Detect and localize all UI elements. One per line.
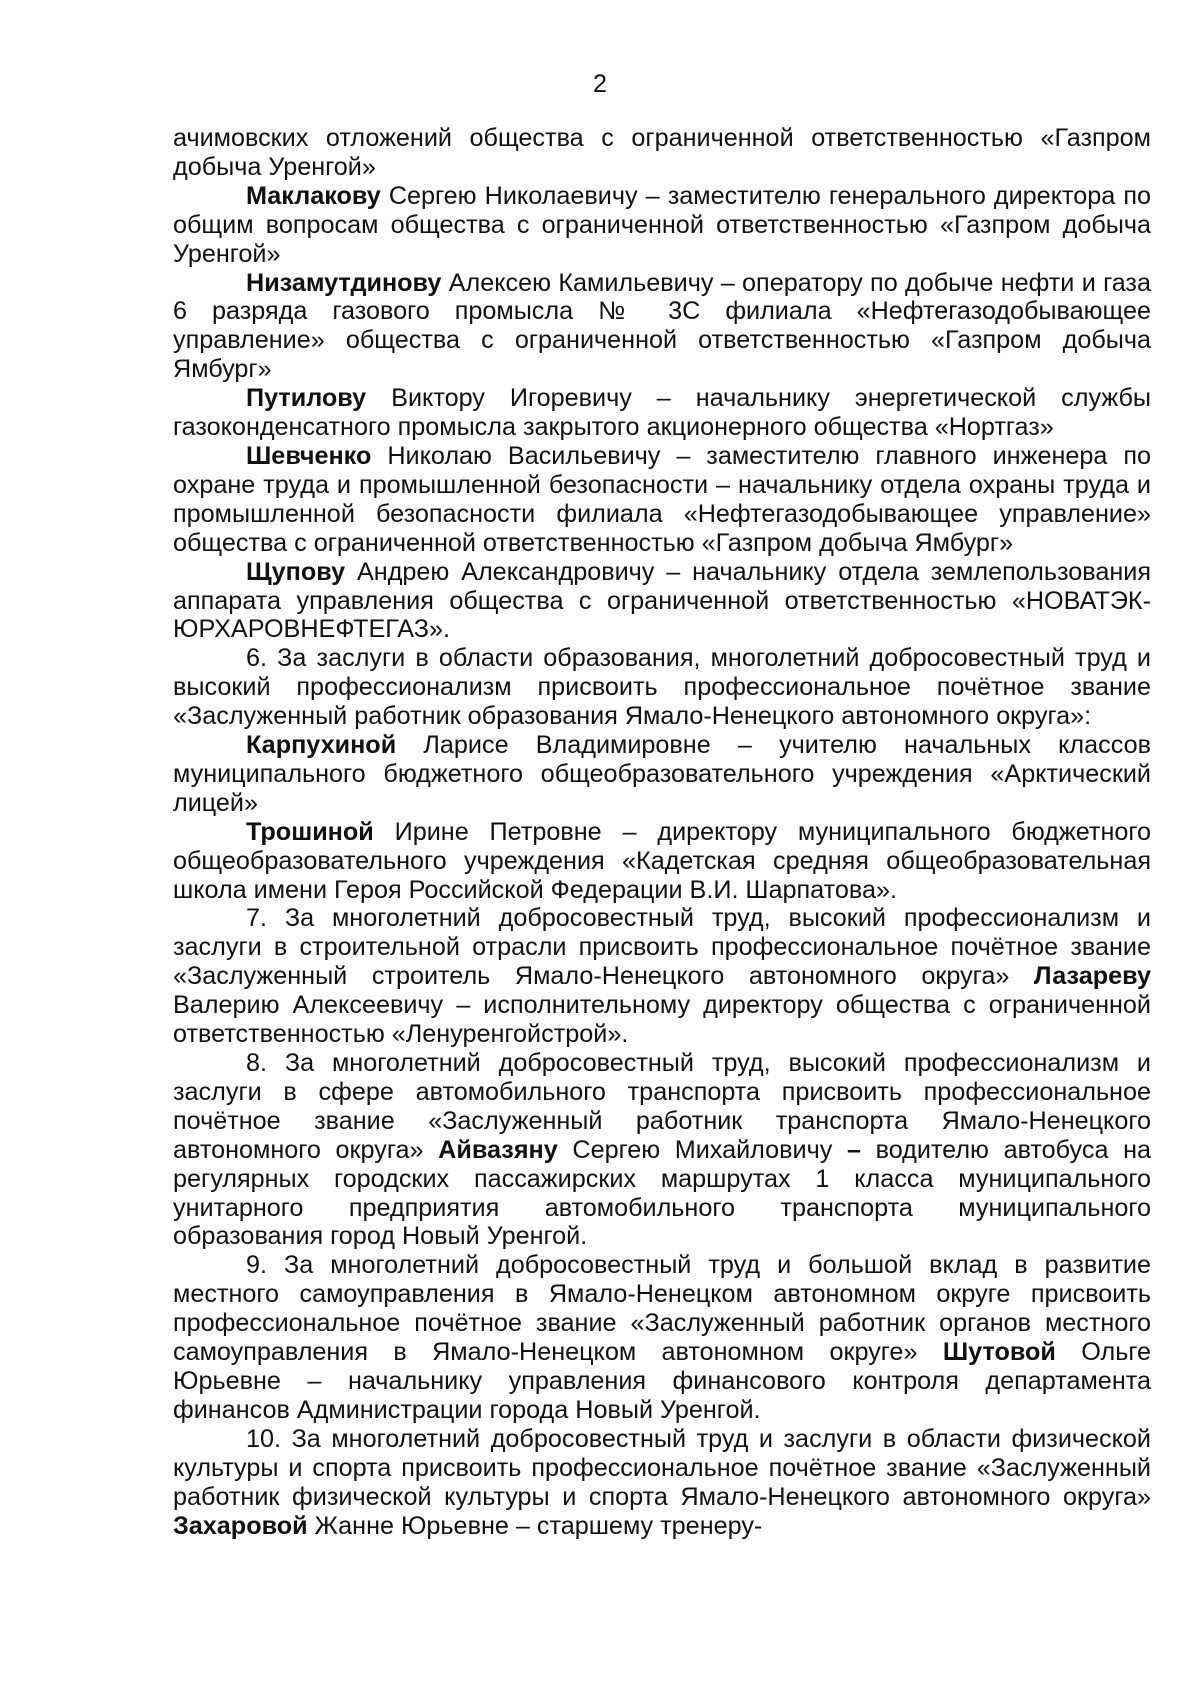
paragraph-text: Ольге Юрьевне – начальнику управления финансового контроля департамента финансов Администрации города Новый Уренгой. [173, 1338, 1151, 1424]
bold-name: Маклакову [246, 181, 381, 210]
paragraph-text: 8. За многолетний добросовестный труд, высокий профессионализм и заслуги в сфере автомобильного транспорта присвоить профессиональное почётное звание «Заслуженный работник транспорта Ямало-Ненецкого автономного округа» [173, 1049, 1151, 1164]
paragraph [173, 124, 1151, 182]
paragraph [173, 1049, 1151, 1251]
paragraph-text: 10. За многолетний добросовестный труд и заслуги в области физической культуры и спорта присвоить профессиональное почётное звание «Заслуженный работник физической культуры и спорта Ямало-Ненецкого автономного округа» [173, 1424, 1151, 1511]
bold-name: Трошиной [246, 817, 374, 846]
bold-name: Низамутдинову [246, 268, 442, 297]
paragraph-text: 7. За многолетний добросовестный труд, высокий профессионализм и заслуги в строительной отрасли присвоить профессиональное почётное звание «Заслуженный строитель Ямало-Ненецкого автономного округа» [173, 904, 1151, 991]
paragraph [173, 442, 1151, 558]
bold-name: Щупову [246, 557, 346, 586]
bold-name: Шутовой [942, 1338, 1056, 1367]
paragraph-text: Ларисе Владимировне – учителю начальных классов муниципального бюджетного общеобразовательного учреждения «Арктический лицей» [173, 731, 1151, 817]
paragraph-text: ачимовских отложений общества с ограниченной ответственностью «Газпром добыча Уренгой» [173, 124, 1151, 181]
bold-name: Путилову [246, 384, 367, 413]
paragraph-text: Николаю Васильевичу – заместителю главного инженера по охране труда и промышленной безопасности – начальнику отдела охраны труда и промышленной безопасности филиала «Нефтегазодобывающее управление» общества с ограниченной ответственностью «Газпром добыча Ямбург» [173, 441, 1151, 557]
paragraph-text: водителю автобуса на регулярных городских пассажирских маршрутах 1 класса муниципального унитарного предприятия автомобильного транспорта муниципального образования город Новый Уренгой. [173, 1135, 1152, 1251]
bold-name: Захаровой [173, 1511, 308, 1540]
paragraph-text: Сергею Николаевичу – заместителю генерального директора по общим вопросам общества с ограниченной ответственностью «Газпром добыча Уренгой» [173, 181, 1151, 268]
paragraph [173, 1251, 1151, 1424]
page-number: 2 [593, 70, 607, 98]
paragraph-text: 9. За многолетний добросовестный труд и большой вклад в развитие местного самоуправления в Ямало-Ненецком автономном округе присвоить профессиональное почётное звание «Заслуженный работник органов местного самоуправления в Ямало-Ненецком автономном округе» [173, 1251, 1151, 1367]
bold-name: Лазареву [1033, 962, 1151, 991]
paragraph [173, 1425, 1151, 1541]
paragraph-text: Виктору Игоревичу – начальнику энергетической службы газоконденсатного промысла закрытого акционерного общества «Нортгаз» [173, 384, 1151, 442]
paragraph [173, 384, 1151, 442]
document-body [173, 124, 1151, 1540]
paragraph-text: Жанне Юрьевне – старшему тренеру- [307, 1511, 763, 1540]
paragraph [173, 818, 1151, 905]
paragraph [173, 904, 1151, 1049]
paragraph [173, 269, 1151, 385]
bold-name: Айвазяну [438, 1135, 558, 1164]
paragraph-text: Сергею Михайловичу [557, 1135, 847, 1164]
paragraph [173, 182, 1151, 269]
paragraph-text: Алексею Камильевичу – оператору по добыче нефти и газа 6 разряда газового промысла № 3С филиала «Нефтегазодобывающее управление» общества с ограниченной ответственностью «Газпром добыча Ямбург» [173, 268, 1151, 384]
bold-name: Шевченко [246, 441, 372, 470]
paragraph-text: 6. За заслуги в области образования, многолетний добросовестный труд и высокий профессионализм присвоить профессиональное почётное звание «Заслуженный работник образования Ямало-Ненецкого автономного округа»: [173, 644, 1151, 731]
bold-name: Карпухиной [246, 731, 397, 760]
paragraph-text: Ирине Петровне – директору муниципального бюджетного общеобразовательного учреждения «Кадетская средняя общеобразовательная школа имени Героя Российской Федерации В.И. Шарпатова». [173, 817, 1151, 904]
paragraph-text: Валерию Алексеевичу – исполнительному директору общества с ограниченной ответственностью «Ленуренгойстрой». [173, 991, 1151, 1049]
bold-name: – [846, 1135, 861, 1164]
paragraph [173, 644, 1151, 731]
paragraph-text: Андрею Александровичу – начальнику отдела землепользования аппарата управления общества с ограниченной ответственностью «НОВАТЭК-ЮРХАРОВНЕФТЕГАЗ». [173, 557, 1151, 644]
paragraph [173, 731, 1151, 818]
paragraph [173, 558, 1151, 645]
